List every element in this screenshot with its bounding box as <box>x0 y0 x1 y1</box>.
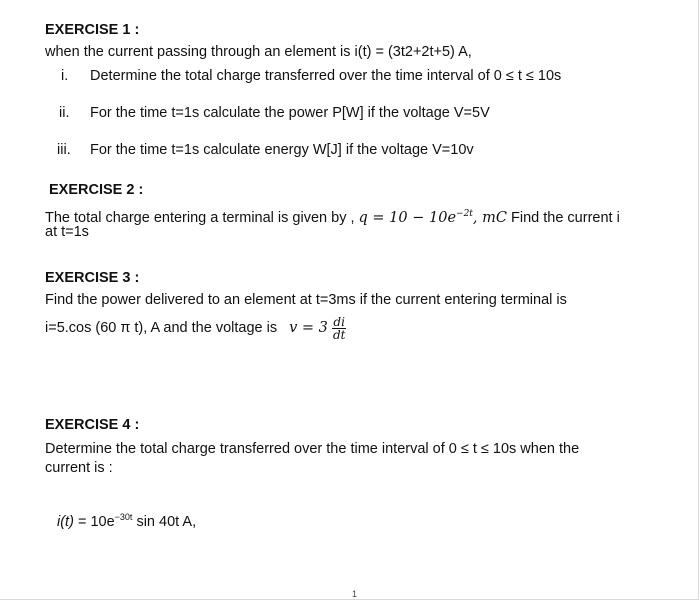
exercise-1-item-marker: iii. <box>57 142 71 158</box>
formula-unit: , mC <box>472 209 507 226</box>
exercise-3-text: i=5.cos (60 π t), A and the voltage is <box>45 320 278 337</box>
exercise-3-line-1: Find the power delivered to an element at t=3ms if the current entering terminal is <box>45 292 567 308</box>
exercise-3-line-2 <box>45 314 346 342</box>
derivative-fraction <box>332 316 347 341</box>
page-number: 1 <box>352 589 358 599</box>
formula-lhs: i(t) <box>57 513 74 530</box>
formula-exponent: −30t <box>114 512 133 522</box>
voltage-formula: v = 3 <box>289 320 328 337</box>
exercise-1-item-text: For the time t=1s calculate energy W[J] if the voltage V=10v <box>90 142 474 158</box>
formula-exponent: −2t <box>456 209 473 219</box>
exercise-3-title: EXERCISE 3 : <box>45 270 140 286</box>
exercise-4-line-1: Determine the total charge transferred over the time interval of 0 ≤ t ≤ 10s when the <box>45 441 580 457</box>
exercise-1-title: EXERCISE 1 : <box>45 22 140 38</box>
current-formula <box>57 509 196 531</box>
formula-tail: sin 40t A, <box>132 513 197 530</box>
fraction-denominator: dt <box>332 327 346 342</box>
exercise-2-text-end: Find the current i <box>506 209 620 226</box>
exercise-2-text: The total charge entering a terminal is given by , <box>45 209 359 226</box>
exercise-2-line-1 <box>45 206 620 227</box>
fraction-numerator: di <box>333 314 345 329</box>
exercise-4-title: EXERCISE 4 : <box>45 417 140 433</box>
charge-formula <box>359 210 507 226</box>
formula-base: = 10e <box>73 513 115 530</box>
exercise-1-item-text: Determine the total charge transferred over the time interval of 0 ≤ t ≤ 10s <box>90 68 562 84</box>
formula-base: q = 10 − 10e <box>358 209 457 226</box>
exercise-2-line-2: at t=1s <box>45 224 89 240</box>
exercise-1-item-marker: i. <box>61 68 69 84</box>
exercise-4-line-2: current is : <box>45 460 113 476</box>
exercise-1-item-marker: ii. <box>59 105 70 121</box>
exercise-1-item-text: For the time t=1s calculate the power P[W] if the voltage V=5V <box>90 105 490 121</box>
exercise-1-intro: when the current passing through an element is i(t) = (3t2+2t+5) A, <box>45 44 472 60</box>
exercise-2-title: EXERCISE 2 : <box>49 182 144 198</box>
